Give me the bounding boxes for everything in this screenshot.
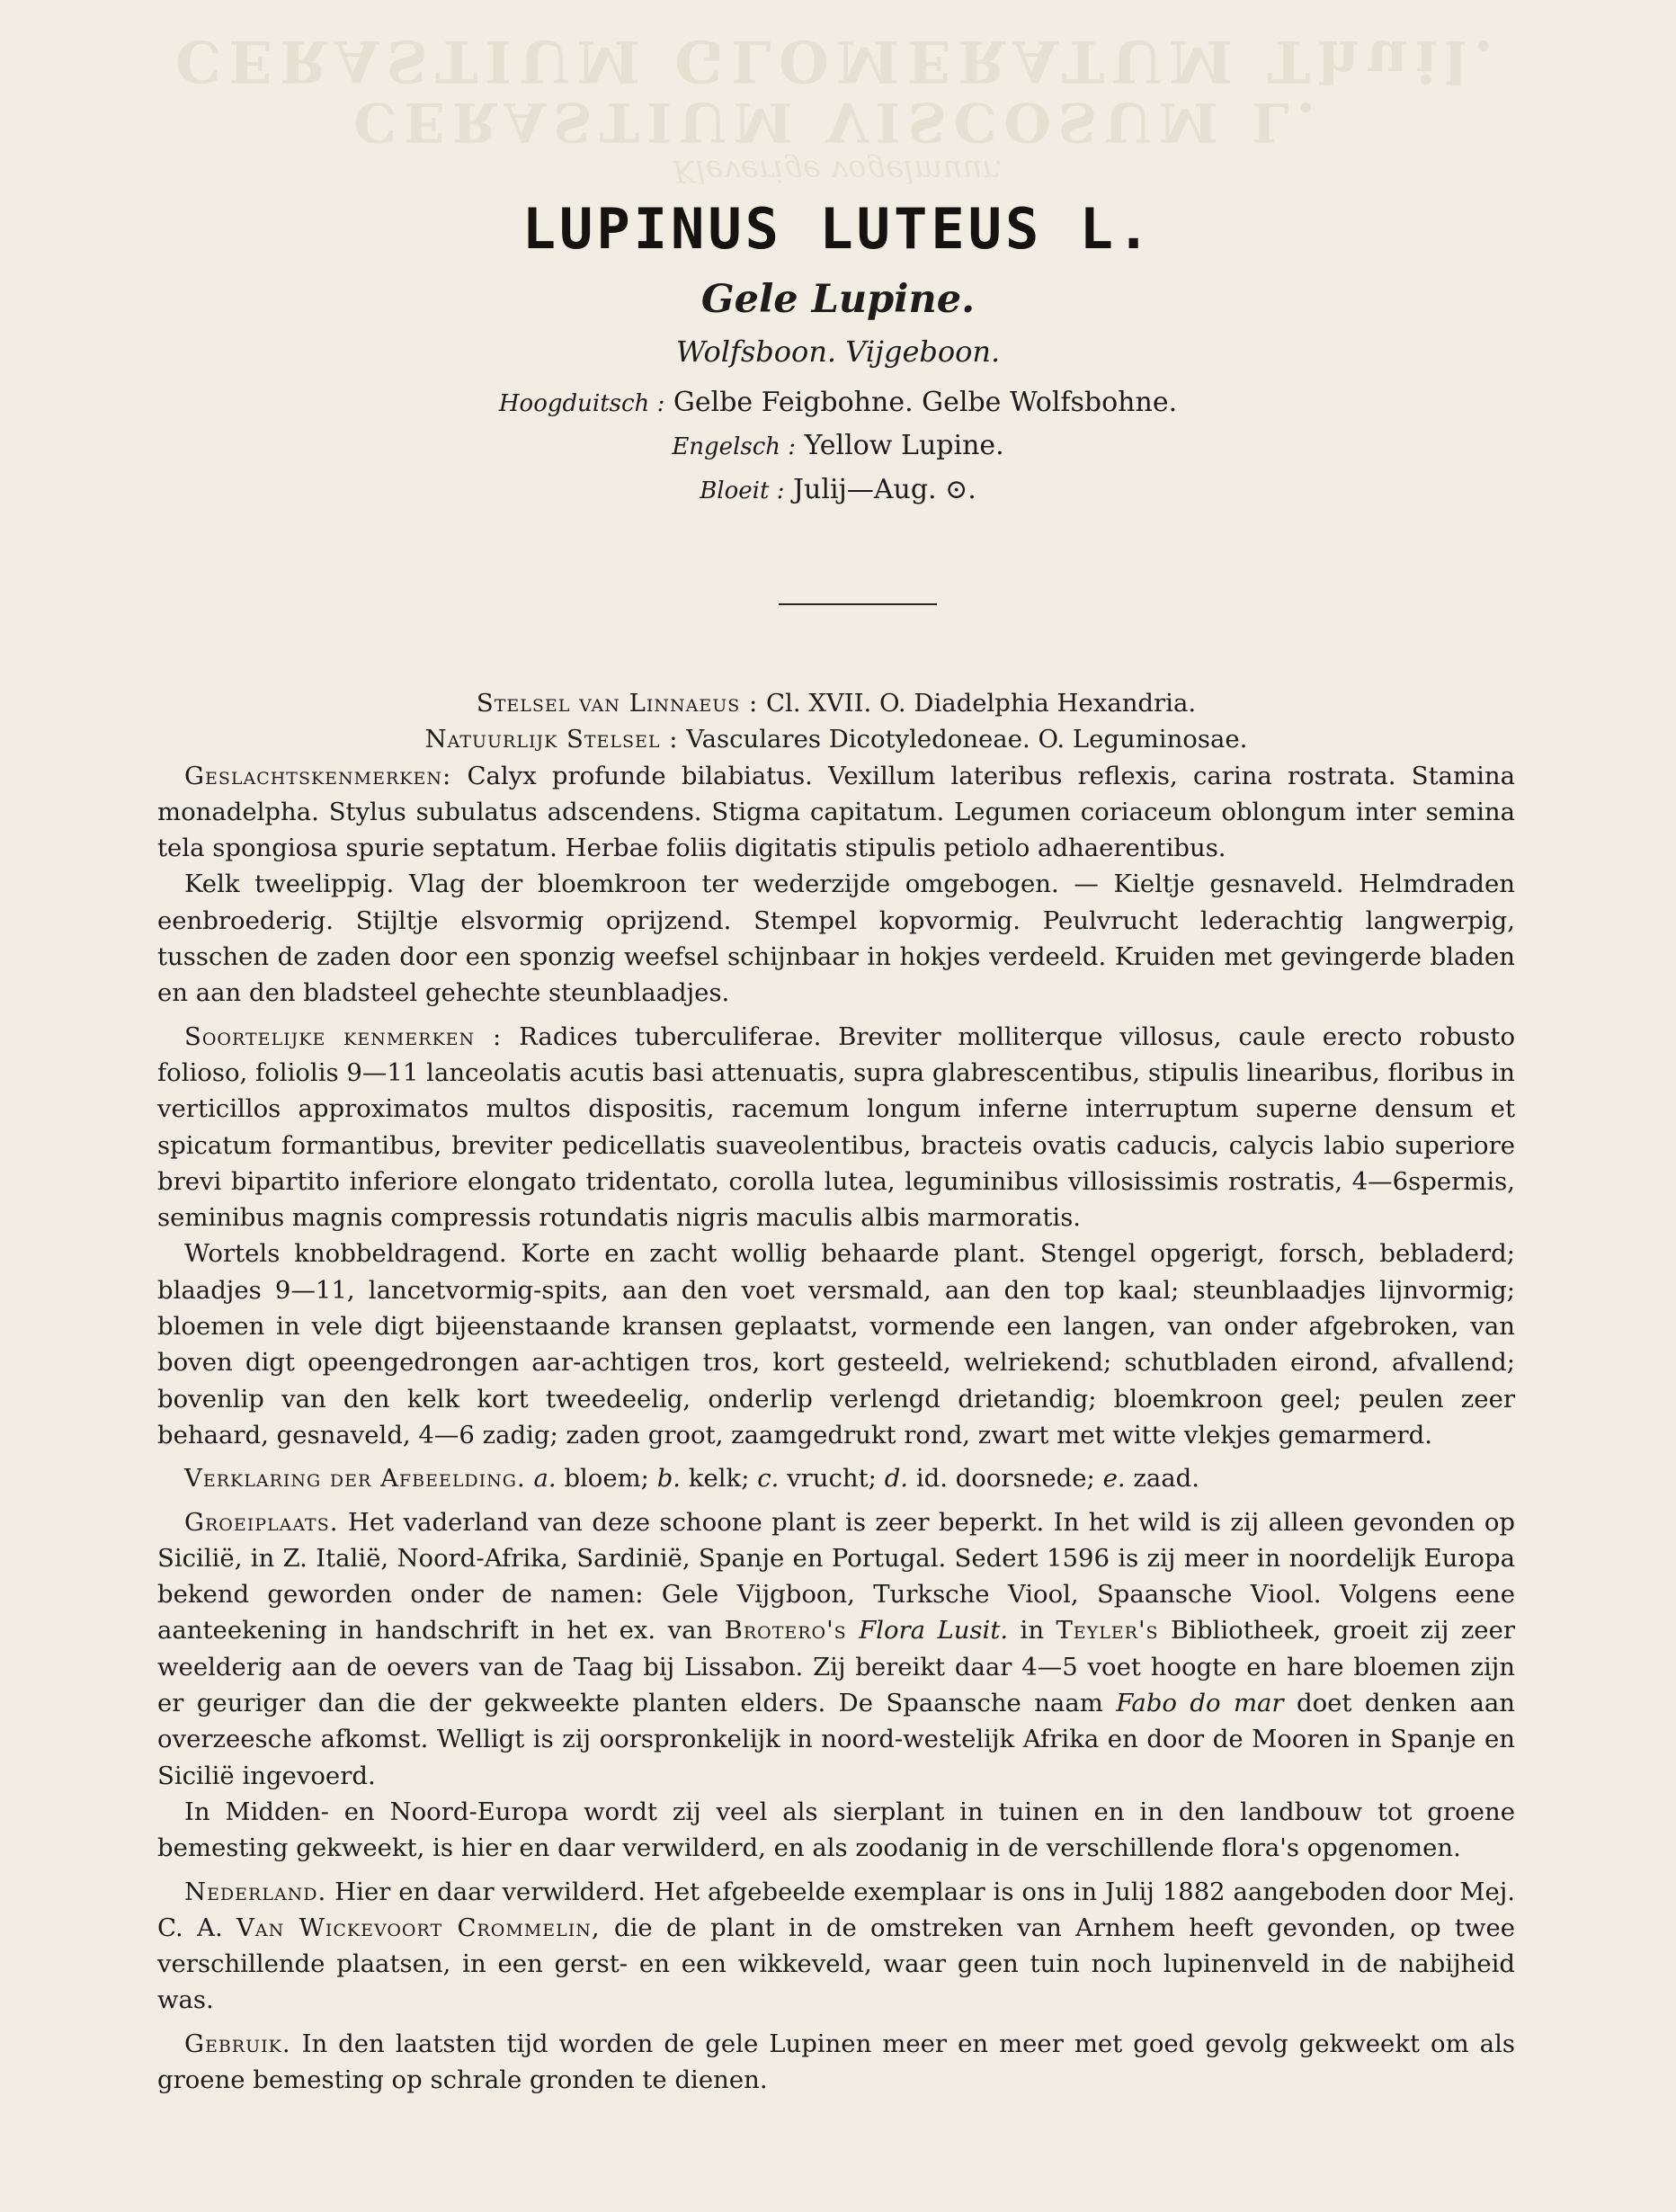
common-name: Gele Lupine.	[700, 277, 976, 322]
figure-legend	[157, 1460, 1515, 1496]
species-label: Soortelijke kenmerken :	[184, 1021, 503, 1051]
habitat-text-2: Bibliotheek, groeit zij zeer weelderig aan de oevers van de Taag bij Lissabon. Zij bereikt daar 4—5 voet hoogte en hare bloemen zijn er geuriger dan die der gekweekte planten elders. De Spaansche naam	[157, 1616, 1515, 1718]
species-characters	[157, 1019, 1515, 1236]
genus-characters	[157, 758, 1515, 867]
nl-label: Nederland.	[184, 1877, 327, 1906]
figure-e: e.	[1102, 1464, 1126, 1494]
english-value: Yellow Lupine.	[804, 430, 1004, 461]
habitat-text-3: doet denken aan overzeesche afkomst. Welligt is zij oorspronkelijk in noord-westelijk Afrika en door de Mooren in Spanje en Sicilië ingevoerd.	[157, 1689, 1515, 1790]
nl-text-1: Hier en daar verwilderd. Het afgebeelde exemplaar is ons in Julij 1882 aangeboden door Mej. C. A.	[157, 1877, 1516, 1942]
natural-system	[157, 721, 1515, 757]
species-dutch: Wortels knobbeldragend. Korte en zacht wollig behaarde plant. Stengel opgerigt, forsch, bebladerd; blaadjes 9—11, lancetvormig-spits, aan den voet versmald, aan den top kaal; steunblaadjes lijnvormig; bloemen in vele digt bijeenstaande kransen geplaatst, vormende een langen, van onder afgebroken, van boven digt opeengedrongen aar-achtigen tros, kort gesteeld, welriekend; schutbladen eirond, afvallend; bovenlip van den kelk kort tweedeelig, onderlip verlengd drietandig; bloemkroon geel; peulen zeer behaard, gesnaveld, 4—6 zadig; zaden groot, zaamgedrukt rond, zwart met witte vlekjes gemarmerd.	[157, 1239, 1515, 1449]
habitat-teyler: Teyler's	[1056, 1616, 1159, 1646]
genus-text: Calyx profunde bilabiatus. Vexillum lateribus reflexis, carina rostrata. Stamina monadelpha. Stylus subulatus adscendens. Stigma capitatum. Legumen coriaceum oblongum inter semina tela spongiosa spurie septatum. Herbae foliis digitatis stipulis petiolo adhaerentibus.	[157, 761, 1515, 863]
other-names: Wolfsboon. Vijgeboon.	[675, 334, 1001, 369]
bloom-period	[0, 474, 1676, 505]
habitat-text-1: Het vaderland van deze schoone plant is zeer beperkt. In het wild is zij alleen gevonden op Sicilië, in Z. Italië, Noord-Afrika, Sardinië, Spanje en Portugal. Sedert 1596 is zij meer in noordelijk Europa bekend geworden onder de namen: Gele Vijgboon, Turksche Viool, Spaansche Viool. Volgens eene aanteekening in handschrift in het ex. van	[157, 1507, 1516, 1646]
figure-a-text: bloem;	[564, 1464, 649, 1494]
natural-label: Natuurlijk Stelsel :	[424, 725, 679, 754]
natural-text: Vasculares Dicotyledoneae. O. Leguminosae.	[686, 725, 1248, 754]
habitat-label: Groeiplaats.	[184, 1507, 339, 1537]
habitat-flora: Flora Lusit.	[859, 1616, 1009, 1646]
page-title: LUPINUS LUTEUS L.	[522, 196, 1154, 262]
body-text	[157, 685, 1515, 2098]
habitat-europe: In Midden- en Noord-Europa wordt zij veel als sierplant in tuinen en in den landbouw tot groene bemesting gekweekt, is hier en daar verwilderd, en als zoodanig in de verschillende flora's opgenomen.	[157, 1797, 1515, 1863]
english-names	[0, 430, 1676, 461]
figure-b: b.	[656, 1464, 682, 1494]
english-label: Engelsch :	[672, 433, 797, 460]
use-label: Gebruik.	[184, 2029, 291, 2058]
bloom-value: Julij—Aug. ⊙.	[793, 474, 976, 505]
figure-c-text: vrucht;	[787, 1464, 877, 1494]
figure-e-text: zaad.	[1133, 1464, 1199, 1494]
german-label: Hoogduitsch :	[498, 390, 665, 417]
german-value: Gelbe Feigbohne. Gelbe Wolfsbohne.	[673, 387, 1178, 418]
linnaeus-label: Stelsel van Linnaeus :	[476, 689, 759, 718]
bloom-label: Bloeit :	[700, 477, 785, 504]
figure-d-text: id. doorsnede;	[915, 1464, 1095, 1494]
species-text: Radices tuberculiferae. Breviter molliterque villosus, caule erecto robusto folioso, foliolis 9—11 lanceolatis acutis basi attenuatis, supra glabrescentibus, stipulis linearibus, floribus in verticillos approximatos multos dispositis, racemum longum inferne interruptum superne densum et spicatum formantibus, breviter pedicellatis suaveolentibus, bracteis ovatis caducis, calycis labio superiore brevi bipartito inferiore elongato tridentato, corolla lutea, leguminibus villosissimis rostratis, 4—6spermis, seminibus magnis compressis rotundatis nigris maculis albis marmoratis.	[157, 1021, 1515, 1233]
habitat-brotero: Brotero's	[724, 1616, 847, 1646]
figure-label: Verklaring der Afbeelding.	[184, 1464, 526, 1494]
figure-c: c.	[757, 1464, 780, 1494]
nl-name: Van Wickevoort Crommelin,	[236, 1913, 601, 1942]
netherlands	[157, 1874, 1515, 2019]
divider	[779, 603, 937, 605]
show-through-line-2: CERASTIUM VISCOSUM L.	[353, 90, 1323, 153]
linnaeus-system	[157, 685, 1515, 721]
show-through-line-3: Kleverige vogelmuur.	[673, 153, 1003, 189]
habitat-in: in	[1020, 1616, 1045, 1646]
figure-b-text: kelk;	[688, 1464, 750, 1494]
use-text: In den laatsten tijd worden de gele Lupinen meer en meer met goed gevolg gekweekt om als groene bemesting op schrale gronden te dienen.	[157, 2029, 1515, 2094]
habitat-fabo: Fabo do mar	[1116, 1689, 1284, 1718]
genus-label: Geslachtskenmerken:	[184, 761, 452, 790]
show-through-line-1: CERASTIUM GLOMERATUM Thuil.	[175, 27, 1501, 94]
figure-a: a.	[533, 1464, 557, 1494]
habitat	[157, 1504, 1515, 1794]
german-names	[0, 387, 1676, 418]
linnaeus-text: Cl. XVII. O. Diadelphia Hexandria.	[766, 689, 1197, 718]
usage	[157, 2026, 1515, 2099]
nl-text-2: die de plant in de omstreken van Arnhem heeft gevonden, op twee verschillende plaatsen, in een gerst- en een wikkeveld, waar geen tuin noch lupinenveld in de nabijheid was.	[157, 1913, 1515, 2015]
figure-d: d.	[884, 1464, 909, 1494]
genus-dutch: Kelk tweelippig. Vlag der bloemkroon ter wederzijde omgebogen. — Kieltje gesnaveld. Helmdraden eenbroederig. Stijltje elsvormig oprijzend. Stempel kopvormig. Peulvrucht lederachtig langwerpig, tusschen de zaden door een sponzig weefsel schijnbaar in hokjes verdeeld. Kruiden met gevingerde bladen en aan den bladsteel gehechte steunblaadjes.	[157, 870, 1515, 1008]
